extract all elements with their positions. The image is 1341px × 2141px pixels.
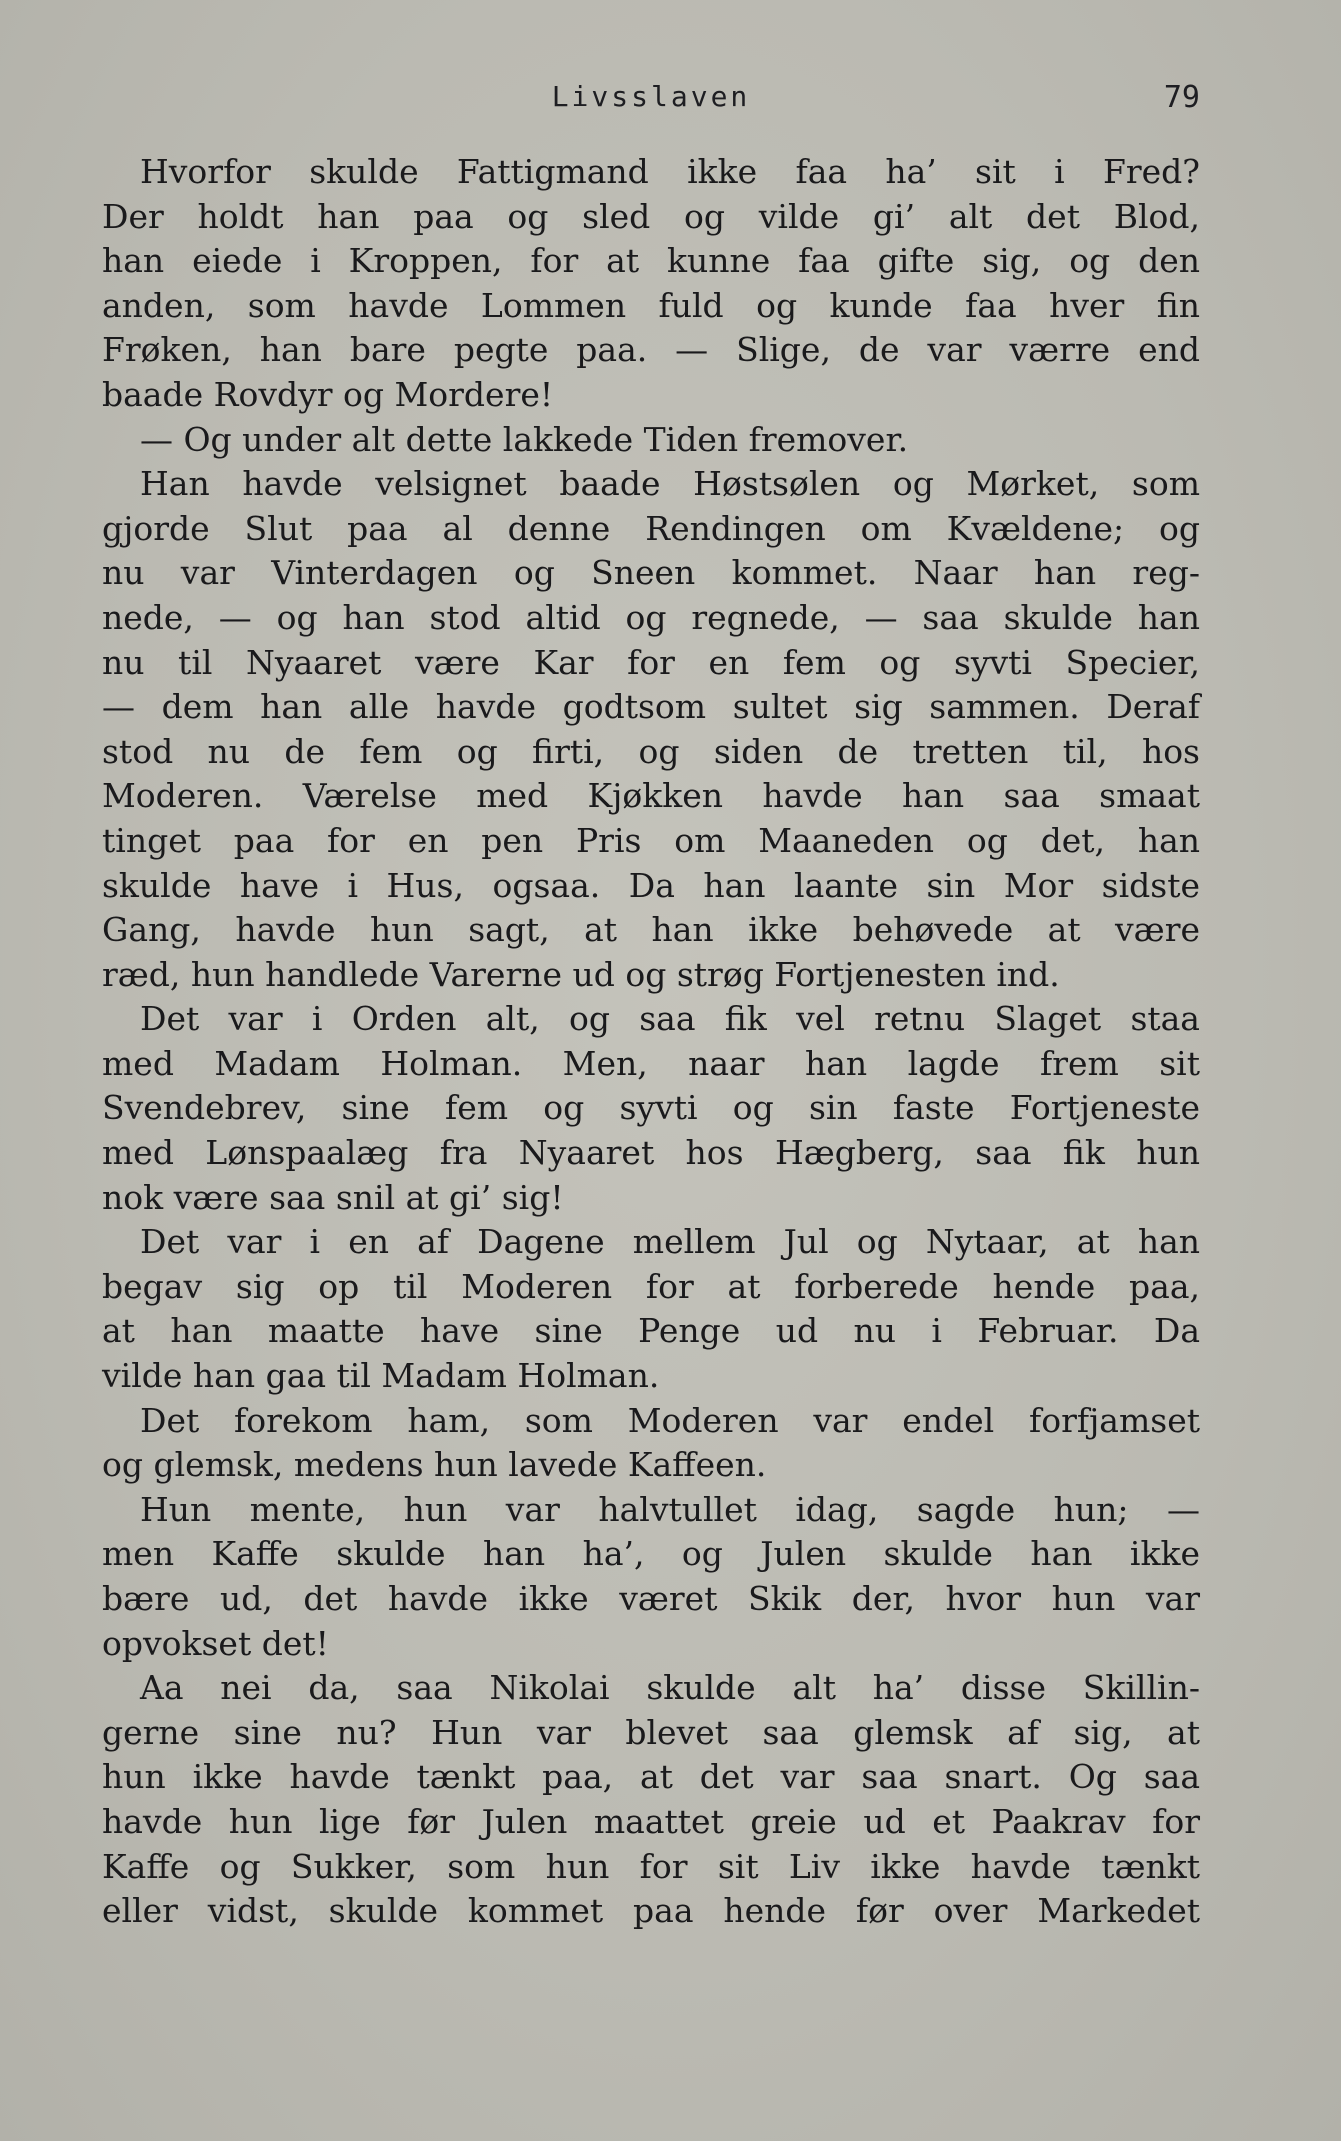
body-text — [102, 150, 1200, 1934]
text-line: nok være saa snil at gi’ sig! — [102, 1177, 564, 1217]
text-line: Det forekom ham, som Moderen var endel forfjamset — [140, 1400, 1200, 1440]
text-line: bære ud, det havde ikke været Skik der, hvor hun var — [102, 1579, 1200, 1618]
text-line: Det var i en af Dagene mellem Jul og Nytaar, at han — [140, 1222, 1200, 1262]
text-line: baade Rovdyr og Mordere! — [102, 374, 554, 414]
text-line: skulde have i Hus, ogsaa. Da han laante sin Mor sidste — [102, 865, 1200, 905]
text-line: nede, — og han stod altid og regnede, — saa skulde han — [102, 597, 1200, 637]
text-line: med Lønspaalæg fra Nyaaret hos Hægberg, saa fik hun — [102, 1133, 1200, 1173]
text-line: Gang, havde hun sagt, at han ikke behøvede at være — [102, 910, 1200, 950]
text-line: Han havde velsignet baade Høstsølen og Mørket, som — [140, 464, 1200, 504]
running-title: Livsslaven — [551, 80, 751, 113]
text-line: Hun mente, hun var halvtullet idag, sagde hun; — — [140, 1489, 1200, 1529]
text-line: med Madam Holman. Men, naar han lagde frem sit — [102, 1043, 1200, 1083]
page-header — [102, 80, 1200, 124]
text-line: eller vidst, skulde kommet paa hende før over Markedet — [102, 1891, 1200, 1931]
text-line: han eiede i Kroppen, for at kunne faa gifte sig, og den — [102, 241, 1200, 281]
page-number: 79 — [1163, 80, 1200, 115]
text-line: opvokset det! — [102, 1623, 329, 1663]
text-line: tinget paa for en pen Pris om Maaneden og det, han — [102, 820, 1200, 860]
text-line: havde hun lige før Julen maattet greie ud et Paakrav for — [102, 1801, 1200, 1841]
text-line: Kaffe og Sukker, som hun for sit Liv ikke havde tænkt — [102, 1846, 1200, 1886]
text-line: at han maatte have sine Penge ud nu i Februar. Da — [102, 1311, 1200, 1351]
text-line: — Og under alt dette lakkede Tiden fremover. — [140, 419, 909, 459]
text-line: og glemsk, medens hun lavede Kaffeen. — [102, 1445, 767, 1485]
text-line: anden, som havde Lommen fuld og kunde faa hver fin — [102, 285, 1200, 325]
text-line: — dem han alle havde godtsom sultet sig sammen. Deraf — [102, 687, 1200, 727]
text-line: Frøken, han bare pegte paa. — Slige, de var værre end — [102, 330, 1200, 370]
text-line: Aa nei da, saa Nikolai skulde alt ha’ disse Skillin- — [140, 1668, 1200, 1708]
text-line: Hvorfor skulde Fattigmand ikke faa ha’ sit i Fred? — [140, 152, 1200, 191]
text-line: Der holdt han paa og sled og vilde gi’ alt det Blod, — [102, 196, 1200, 236]
text-line: vilde han gaa til Madam Holman. — [102, 1356, 660, 1396]
text-line: nu var Vinterdagen og Sneen kommet. Naar han reg- — [102, 553, 1200, 593]
text-line: stod nu de fem og firti, og siden de tretten til, hos — [102, 731, 1200, 771]
text-line: men Kaffe skulde han ha’, og Julen skulde han ikke — [102, 1534, 1200, 1574]
text-line: gerne sine nu? Hun var blevet saa glemsk af sig, at — [102, 1712, 1200, 1752]
text-line: gjorde Slut paa al denne Rendingen om Kvældene; og — [102, 508, 1200, 548]
text-line: Svendebrev, sine fem og syvti og sin faste Fortjeneste — [102, 1088, 1200, 1128]
text-line: ræd, hun handlede Varerne ud og strøg Fortjenesten ind. — [102, 954, 1060, 994]
text-line: Moderen. Værelse med Kjøkken havde han saa smaat — [102, 776, 1200, 816]
text-line: hun ikke havde tænkt paa, at det var saa snart. Og saa — [102, 1757, 1200, 1797]
text-line: Det var i Orden alt, og saa fik vel retnu Slaget staa — [140, 999, 1200, 1039]
text-line: begav sig op til Moderen for at forberede hende paa, — [102, 1266, 1200, 1306]
text-line: nu til Nyaaret være Kar for en fem og syvti Specier, — [102, 642, 1200, 682]
